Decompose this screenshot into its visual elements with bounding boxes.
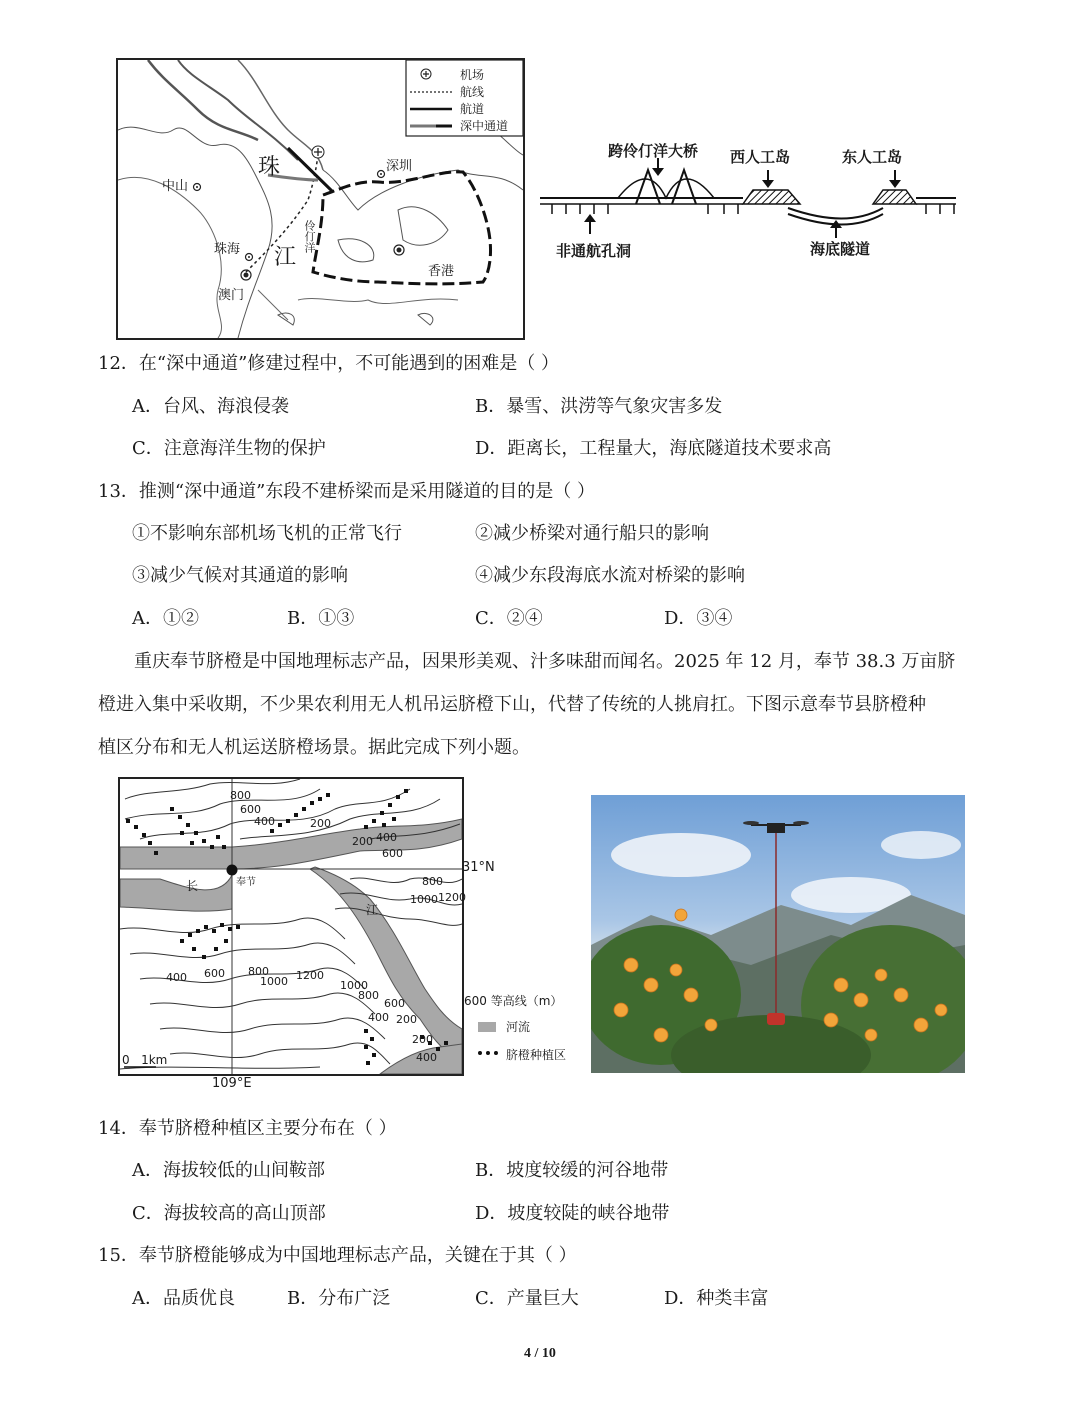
contour-label: 200 xyxy=(412,1033,433,1046)
contour-label: 1200 xyxy=(438,891,466,904)
label-jiang: 江 xyxy=(366,903,379,917)
pearl-river-map xyxy=(116,58,525,340)
label-zhongshan: 中山 xyxy=(162,179,189,194)
q12-option-c[interactable]: C．注意海洋生物的保护 xyxy=(132,438,326,459)
q13-statement-2: ②减少桥梁对通行船只的影响 xyxy=(475,523,709,544)
contour-label: 400 xyxy=(416,1051,437,1064)
bridge-tunnel-diagram xyxy=(538,130,958,270)
q14-option-c[interactable]: C．海拔较高的高山顶部 xyxy=(132,1203,326,1224)
q14-stem: 14．奉节脐橙种植区主要分布在（ ） xyxy=(98,1118,397,1139)
q13-option-a[interactable]: A．①② xyxy=(132,608,199,629)
legend-orchard: 脐橙种植区 xyxy=(506,1048,567,1062)
q14-option-d[interactable]: D．坡度较陡的峡谷地带 xyxy=(475,1203,670,1224)
passage-line-2: 橙进入集中采收期，不少果农利用无人机吊运脐橙下山，代替了传统的人挑肩扛。下图示意奉节县脐橙种 xyxy=(98,694,926,715)
q13-option-b[interactable]: B．①③ xyxy=(287,608,355,629)
contour-label: 1000 xyxy=(260,975,288,988)
label-shenzhen: 深圳 xyxy=(386,159,413,174)
q13-stem: 13．推测“深中通道”东段不建桥梁而是采用隧道的目的是（ ） xyxy=(98,481,596,502)
label-aomen: 澳门 xyxy=(218,288,245,303)
contour-label: 1000 xyxy=(340,979,368,992)
latitude-label: 31°N xyxy=(462,860,495,875)
q12-option-d[interactable]: D．距离长，工程量大，海底隧道技术要求高 xyxy=(475,438,832,459)
q13-option-c[interactable]: C．②④ xyxy=(475,608,543,629)
label-fengjie: 奉节 xyxy=(236,877,256,888)
label-non-nav-hole: 非通航孔洞 xyxy=(556,242,632,260)
label-tunnel: 海底隧道 xyxy=(810,240,871,258)
contour-label: 600 xyxy=(240,803,261,816)
q13-statement-3: ③减少气候对其通道的影响 xyxy=(132,565,348,586)
label-bridge: 跨伶仃洋大桥 xyxy=(608,142,699,160)
legend-flight-route: 航线 xyxy=(460,85,485,99)
q14-option-a[interactable]: A．海拔较低的山间鞍部 xyxy=(132,1160,325,1181)
q15-option-a[interactable]: A．品质优良 xyxy=(132,1288,235,1309)
q15-option-c[interactable]: C．产量巨大 xyxy=(475,1288,579,1309)
contour-label: 400 xyxy=(376,831,397,844)
contour-label: 800 xyxy=(248,965,269,978)
legend-channel: 航道 xyxy=(460,102,485,116)
legend-river-swatch xyxy=(478,1022,496,1032)
q13-statement-1: ①不影响东部机场飞机的正常飞行 xyxy=(132,523,402,544)
label-zhuhai: 珠海 xyxy=(214,242,241,257)
contour-label: 1000 xyxy=(410,893,438,906)
q13-statement-4: ④减少东段海底水流对桥梁的影响 xyxy=(475,565,745,586)
q12-option-b[interactable]: B．暴雪、洪涝等气象灾害多发 xyxy=(475,396,723,417)
contour-label: 600 xyxy=(382,847,403,860)
scale-bar: 0 1km xyxy=(122,1053,168,1067)
fengjie-contour-drawing xyxy=(120,779,462,1074)
q15-option-d[interactable]: D．种类丰富 xyxy=(664,1288,769,1309)
passage-line-3: 植区分布和无人机运送脐橙场景。据此完成下列小题。 xyxy=(98,737,530,758)
passage-line-1: 重庆奉节脐橙是中国地理标志产品，因果形美观、汁多味甜而闻名。2025 年 12 月，奉节 38.3 万亩脐 xyxy=(134,651,956,672)
contour-label: 400 xyxy=(368,1011,389,1024)
longitude-label: 109°E xyxy=(212,1076,252,1091)
contour-label: 600 xyxy=(204,967,225,980)
label-lingdingyang: 伶仃洋 xyxy=(303,220,316,253)
legend-river: 河流 xyxy=(506,1020,531,1034)
label-jiang: 江 xyxy=(274,245,297,270)
q15-option-b[interactable]: B．分布广泛 xyxy=(287,1288,391,1309)
label-zhu: 珠 xyxy=(258,155,281,180)
legend-airport: 机场 xyxy=(460,68,485,82)
legend-shenzhong: 深中通道 xyxy=(460,119,509,133)
q12-option-a[interactable]: A．台风、海浪侵袭 xyxy=(132,396,289,417)
contour-label: 800 xyxy=(422,875,443,888)
label-chang: 长 xyxy=(186,879,199,893)
contour-label: 200 xyxy=(310,817,331,830)
page-number: 4 / 10 xyxy=(524,1346,556,1361)
label-xianggang: 香港 xyxy=(428,264,455,279)
label-east-island: 东人工岛 xyxy=(842,148,903,166)
drone-orange-photo xyxy=(591,795,965,1073)
q14-option-b[interactable]: B．坡度较缓的河谷地带 xyxy=(475,1160,669,1181)
contour-label: 200 xyxy=(396,1013,417,1026)
legend-contour: 600 等高线（m） xyxy=(464,994,563,1008)
contour-label: 200 xyxy=(352,835,373,848)
contour-label: 800 xyxy=(230,789,251,802)
contour-label: 400 xyxy=(166,971,187,984)
map2-legend xyxy=(464,992,584,1072)
q12-stem: 12．在“深中通道”修建过程中，不可能遇到的困难是（ ） xyxy=(98,353,560,374)
label-west-island: 西人工岛 xyxy=(730,148,791,166)
contour-label: 400 xyxy=(254,815,275,828)
legend-orchard-swatch xyxy=(478,1051,498,1059)
q13-option-d[interactable]: D．③④ xyxy=(664,608,733,629)
contour-label: 1200 xyxy=(296,969,324,982)
fengjie-contour-map xyxy=(118,777,464,1076)
drone-orange-drawing xyxy=(591,795,965,1073)
q15-stem: 15．奉节脐橙能够成为中国地理标志产品，关键在于其（ ） xyxy=(98,1245,577,1266)
contour-label: 600 xyxy=(384,997,405,1010)
contour-label: 800 xyxy=(358,989,379,1002)
